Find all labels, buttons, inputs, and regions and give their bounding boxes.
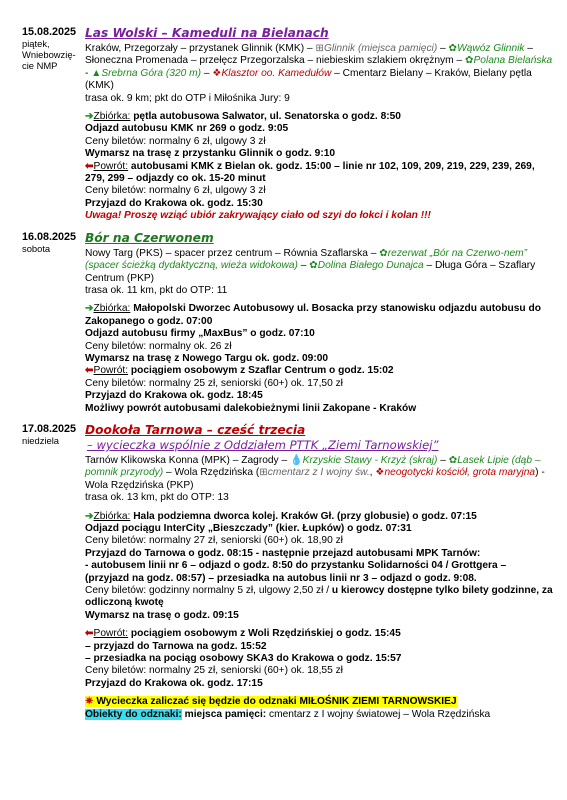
trip-day: cie NMP — [22, 60, 58, 72]
trip-content — [85, 423, 553, 721]
trip-date: 17.08.2025 — [22, 422, 77, 435]
trip-details — [85, 511, 553, 691]
route-text: – — [437, 454, 449, 466]
route-text: – Wola Rzędzińska ( — [163, 467, 260, 479]
trip-day: niedziela — [22, 435, 60, 447]
trip-entry — [22, 26, 553, 223]
monument-icon: ❖ — [212, 67, 222, 79]
memorial-icon: ⊞ — [315, 43, 324, 54]
route-landmark: Wąwóz Glinnik — [457, 43, 525, 54]
trip-day: Wniebowzię- — [22, 49, 76, 61]
route-text: – — [437, 43, 449, 54]
trip-content — [85, 231, 553, 415]
trip-subtitle: – wycieczka wspólnie z Oddziałem PTTK „Ziemi Tarnowskiej” — [87, 437, 439, 452]
route-text: – Słoneczna Promenada – przełęcz Przegorzalska – niebieskim szlakiem okrężnym – — [85, 43, 533, 67]
route-landmark: cmentarz z I wojny św. — [267, 467, 370, 479]
schedule-line: Wymarsz na trasę z Nowego Targu ok. godz. 09:00 — [85, 352, 329, 364]
route-landmark: neogotycki kościół, grota maryjna — [384, 467, 536, 479]
price-line: Ceny biletów: normalny 6 zł, ulgowy 3 zł — [85, 135, 266, 147]
route-text: – Długa Góra – Szaflary Centrum (PKP) — [85, 260, 536, 284]
date-column — [22, 231, 85, 415]
objects-text: cmentarz z I wojny światowej – Wola Rzędzińska — [266, 708, 491, 720]
meeting-line — [85, 303, 553, 328]
warning-note: Uwaga! Proszę wziąć ubiór zakrywający ciało od szyi do łokci i kolan !!! — [85, 210, 431, 222]
return-line — [85, 365, 553, 377]
date-column — [22, 26, 85, 223]
price-line: Ceny biletów: normalny 27 zł, seniorski (60+) ok. 18,90 zł — [85, 535, 343, 547]
price-line: Ceny biletów: normalny ok. 26 zł — [85, 340, 232, 352]
trip-route — [85, 455, 553, 492]
route-text: – Cmentarz Bielany – Kraków, Bielany pętla (KMK) — [85, 67, 532, 92]
schedule-line: Odjazd autobusu KMK nr 269 o godz. 9:05 — [85, 123, 289, 135]
monument-icon: ❖ — [375, 467, 385, 479]
nature-icon: ✿ — [448, 43, 458, 54]
badge-note: Wycieczka zaliczać się będzie do odznaki MIŁOŚNIK ZIEMI TARNOWSKIEJ — [96, 696, 457, 708]
price-note: u kierowcy dostępne tylko bilety godzinne, za odliczoną kwotę — [85, 585, 553, 609]
price-line: Ceny biletów: normalny 6 zł, ulgowy 3 zł — [85, 185, 266, 197]
trip-meta: trasa ok. 11 km, pkt do OTP: 11 — [85, 284, 228, 296]
detail-text: Hala podziemna dworca kolej. Kraków Gł. (przy globusie) o godz. 07:15 — [130, 510, 477, 522]
route-landmark: Polana Bielańska — [473, 55, 553, 67]
return-line — [85, 628, 553, 640]
route-text: - — [85, 67, 92, 79]
detail-text: autobusami KMK z Bielan ok. godz. 15:00 – linie nr 102, 109, 209, 219, 229, 239, 269, 279, 299 – odjazdy co ok. 15-20 minut — [85, 160, 535, 185]
trip-date: 15.08.2025 — [22, 26, 77, 38]
badge-objects-line — [85, 709, 553, 721]
arrow-left-icon: ⬅ — [85, 365, 94, 377]
trip-details — [85, 303, 553, 415]
trip-entry — [22, 423, 553, 721]
meeting-line — [85, 111, 553, 123]
star-icon: ✷ — [85, 696, 97, 708]
objects-category: miejsca pamięci: — [184, 708, 267, 720]
trip-content — [85, 26, 553, 223]
schedule-line: - autobusem linii nr 6 – odjazd o godz. 8:50 do przystanku Solidarności 04 / Grottgera – (przyjazd na godz. 08:57) – przesiadka na autobus linii nr 3 – odjazd o godz. 9:08. — [85, 560, 507, 584]
schedule-line: Odjazd autobusu firmy „MaxBus” o godz. 07:10 — [85, 328, 315, 340]
trip-meta: trasa ok. 13 km, pkt do OTP: 13 — [85, 492, 229, 504]
return-label: Powrót: — [93, 365, 129, 377]
return-label: Powrót: — [93, 628, 129, 640]
nature-icon: ✿ — [448, 454, 458, 466]
trip-day: sobota — [22, 243, 51, 255]
route-landmark: Dolina Białego Dunajca — [317, 260, 424, 272]
arrow-right-icon: ➔ — [85, 303, 94, 315]
route-text: Nowy Targ (PKS) – spacer przez centrum – Równia Szaflarska – — [85, 247, 380, 259]
detail-text: pętla autobusowa Salwator, ul. Senatorska o godz. 8:50 — [130, 111, 401, 123]
trip-title: Las Wolski – Kameduli na Bielanach — [85, 26, 329, 40]
arrow-left-icon: ⬅ — [85, 628, 94, 640]
route-text: Tarnów Klikowska Konna (MPK) – Zagrody – — [85, 454, 290, 466]
detail-text: pociągiem osobowym z Szaflar Centrum o godz. 15:02 — [128, 365, 394, 377]
date-column — [22, 423, 85, 721]
arrow-left-icon: ⬅ — [85, 160, 94, 172]
nature-icon: ✿ — [309, 260, 318, 272]
route-text: – — [297, 260, 310, 272]
trip-title: Dookoła Tarnowa – cześć trzecia — [85, 422, 306, 437]
route-landmark: Srebrna Góra (320 m) — [101, 67, 201, 79]
route-text: ) - Wola Rzędzińska (PKP) — [85, 467, 545, 491]
trip-route — [85, 248, 553, 285]
schedule-line: – przyjazd do Tarnowa na godz. 15:52 — [85, 640, 267, 652]
trip-meta: trasa ok. 9 km; pkt do OTP i Miłośnika Jury: 9 — [85, 92, 290, 104]
nature-icon: ✿ — [379, 247, 388, 259]
detail-text: pociągiem osobowym z Woli Rzędzińskiej o godz. 15:45 — [128, 628, 401, 640]
price-line — [85, 585, 553, 610]
mountain-icon: ▲ — [91, 67, 102, 79]
route-landmark: Glinnik (miejsca pamięci) — [323, 43, 438, 54]
trip-title: Bór na Czerwonem — [85, 230, 214, 245]
price-line: Ceny biletów: normalny 25 zł, seniorski (60+) ok. 18,55 zł — [85, 665, 343, 677]
schedule-line: – przesiadka na pociąg osobowy SKA3 do Krakowa o godz. 15:57 — [85, 653, 402, 665]
trip-details — [85, 111, 553, 223]
route-landmark: Lasek Lipie (dąb – pomnik przyrody) — [85, 454, 541, 479]
route-landmark: rezerwat „Bór na Czerwo-nem” (spacer ścieżką dydaktyczną, wieża widokowa) — [85, 247, 528, 272]
arrow-right-icon: ➔ — [85, 111, 94, 123]
route-text: Kraków, Przegorzały – przystanek Glinnik (KMK) – — [85, 43, 316, 54]
meeting-label: Zbiórka: — [93, 111, 131, 123]
schedule-line: Wymarsz na trasę z przystanku Glinnik o godz. 9:10 — [85, 148, 336, 160]
price-text: Ceny biletów: godzinny normalny 5 zł, ulgowy 2,50 zł / — [85, 585, 332, 597]
trip-day: piątek, — [22, 38, 50, 50]
trip-entry — [22, 231, 553, 415]
schedule-line: Odjazd pociągu InterCity „Bieszczady” (kier. Łupków) o godz. 07:31 — [85, 523, 412, 534]
meeting-label: Zbiórka: — [93, 303, 131, 315]
trip-route — [85, 43, 553, 93]
water-drop-icon: 💧 — [289, 454, 303, 466]
price-line: Ceny biletów: normalny 25 zł, seniorski (60+) ok. 17,50 zł — [85, 377, 343, 389]
schedule-line: Przyjazd do Krakowa ok. godz. 18:45 — [85, 390, 263, 402]
route-landmark: Krzyskie Stawy - Krzyż (skraj) — [302, 454, 438, 466]
route-text: – — [200, 67, 213, 79]
schedule-line: Przyjazd do Krakowa ok. godz. 17:15 — [85, 677, 263, 689]
objects-label: Obiekty do odznaki: — [85, 708, 182, 720]
schedule-line: Przyjazd do Tarnowa o godz. 08:15 - następnie przejazd autobusami MPK Tarnów: — [85, 547, 481, 559]
nature-icon: ✿ — [464, 55, 474, 67]
meeting-line — [85, 511, 553, 523]
memorial-icon: ⊞ — [259, 467, 268, 479]
arrow-right-icon: ➔ — [85, 510, 94, 522]
meeting-label: Zbiórka: — [93, 510, 131, 522]
return-line — [85, 161, 553, 186]
schedule-line: Przyjazd do Krakowa ok. godz. 15:30 — [85, 197, 263, 209]
badge-line — [85, 696, 553, 708]
detail-text: Małopolski Dworzec Autobusowy ul. Bosacka przy stanowisku odjazdu autobusu do Zakopanego o godz. 07:00 — [85, 303, 541, 327]
schedule-line: Możliwy powrót autobusami dalekobieżnymi linii Zakopane - Kraków — [85, 402, 417, 414]
schedule-line: Wymarsz na trasę o godz. 09:15 — [85, 609, 239, 621]
route-landmark: Klasztor oo. Kamedułów — [221, 67, 332, 79]
route-text: , — [369, 467, 376, 479]
trip-date: 16.08.2025 — [22, 230, 77, 243]
return-label: Powrót: — [93, 160, 129, 172]
